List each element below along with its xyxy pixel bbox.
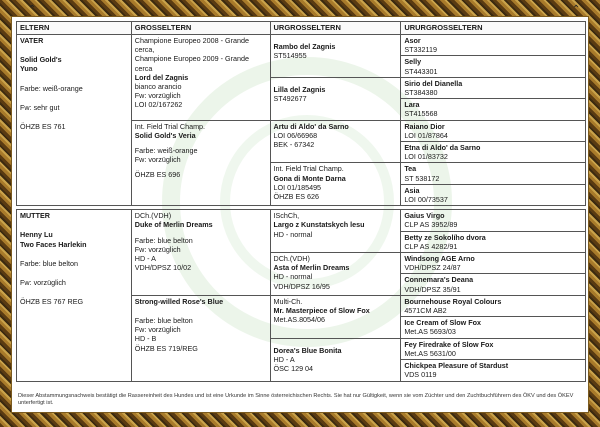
dam-u1 bbox=[401, 210, 586, 231]
sire-ggd1-cell bbox=[270, 77, 401, 120]
dog-name: Strong-willed Rose's Blue bbox=[134, 296, 224, 306]
dog-name: Lilla del Zagnis bbox=[273, 84, 326, 94]
pedigree-table bbox=[16, 21, 586, 382]
sire-name2: Yuno bbox=[20, 64, 38, 74]
title-text: Int. Field Trial Champ. bbox=[273, 164, 344, 174]
dog-reg: VDS 0119 bbox=[404, 370, 437, 380]
sire-ggd2-cell bbox=[270, 163, 401, 206]
sire-ggs1-cell bbox=[270, 35, 401, 78]
dog-reg: 4571CM AB2 bbox=[404, 306, 447, 316]
header-grosseltern: GROSSELTERN bbox=[131, 22, 270, 35]
dog-name: Raiano Dior bbox=[404, 121, 445, 131]
dog-name: Lord del Zagnis bbox=[134, 72, 189, 82]
corner-ornament: ⌃ bbox=[572, 4, 581, 15]
dog-name: Artu di Aldo' da Sarno bbox=[273, 121, 349, 131]
dog-color: Farbe: weiß-orange bbox=[134, 146, 198, 156]
dog-name: Selly bbox=[404, 57, 422, 67]
dam-name1: Henny Lu bbox=[20, 230, 53, 240]
sire-color: Farbe: weiß-orange bbox=[20, 83, 83, 93]
sire-fw: Fw: sehr gut bbox=[20, 102, 60, 112]
sire-grandsire-cell bbox=[131, 35, 270, 121]
dam-u3 bbox=[401, 253, 586, 274]
dog-name: Solid Gold's Veria bbox=[134, 130, 196, 140]
dog-reg: ST332119 bbox=[404, 45, 437, 55]
dam-u5 bbox=[401, 295, 586, 316]
title-text: Multi-Ch. bbox=[273, 296, 303, 306]
dog-name: Windsong AGE Arno bbox=[404, 254, 475, 264]
dam-u4 bbox=[401, 274, 586, 295]
dog-name: Mr. Masterpiece of Slow Fox bbox=[273, 306, 370, 316]
sire-u7 bbox=[401, 163, 586, 184]
dog-reg: CLP AS 4282/91 bbox=[404, 241, 458, 251]
dam-u7 bbox=[401, 338, 586, 359]
header-urgrosseltern: URGROSSELTERN bbox=[270, 22, 401, 35]
corner-ornament: ⌃ bbox=[28, 4, 37, 15]
dam-fw: Fw: vorzüglich bbox=[20, 278, 66, 288]
sire-cell bbox=[17, 35, 132, 206]
sire-u1 bbox=[401, 35, 586, 56]
dam-ggd2-cell bbox=[270, 338, 401, 381]
dog-reg: LOI 06/66968 bbox=[273, 130, 318, 140]
dog-name: Connemara's Deana bbox=[404, 275, 474, 285]
dog-color: Farbe: blue belton bbox=[134, 235, 193, 245]
sire-u8 bbox=[401, 184, 586, 205]
dog-reg: CLP AS 3952/89 bbox=[404, 220, 458, 230]
dog-name: Dorea's Blue Bonita bbox=[273, 345, 342, 355]
title-text: Champione Europeo 2009 - Grande cerca bbox=[134, 54, 250, 73]
title-text: ISchCh, bbox=[273, 211, 300, 221]
dog-name: Asia bbox=[404, 185, 420, 195]
dog-name: Etna di Aldo' da Sarno bbox=[404, 143, 481, 153]
dog-name: Ice Cream of Slow Fox bbox=[404, 318, 481, 328]
footer-note: Dieser Abstammungsnachweis bestätigt die Rassereinheit des Hundes und ist eine Urkunde im Sinne österreichischen Rechts. Sie hat nur Gültigkeit, wenn sie vom Züchter und den Zuchtbuchführern des ÖKV und des ÖKEV unterfertigt ist. bbox=[18, 393, 574, 406]
dog-color: Farbe: blue belton bbox=[134, 316, 193, 326]
title-text: Int. Field Trial Champ. bbox=[134, 121, 206, 131]
dog-reg: LOI 01/83732 bbox=[404, 152, 448, 162]
dog-reg: Met.AS.8054/06 bbox=[273, 315, 326, 325]
title-text: DCh.(VDH) bbox=[273, 254, 310, 264]
dog-color: bianco arancio bbox=[134, 82, 182, 92]
title-text: DCh.(VDH) bbox=[134, 211, 172, 221]
dog-name: Gaius Virgo bbox=[404, 211, 445, 221]
sire-u5 bbox=[401, 120, 586, 141]
dam-grandsire-cell bbox=[131, 210, 270, 296]
sire-name1: Solid Gold's bbox=[20, 55, 62, 65]
dog-reg: ST443301 bbox=[404, 66, 438, 76]
sire-granddam-cell bbox=[131, 120, 270, 206]
dog-reg: VDH/DPSZ 35/91 bbox=[404, 284, 461, 294]
dog-fw: Fw: vorzüglich bbox=[134, 91, 181, 101]
dog-name: Largo z Kunstatskych lesu bbox=[273, 220, 365, 230]
dam-role: MUTTER bbox=[20, 211, 50, 221]
sire-u6 bbox=[401, 142, 586, 163]
dog-reg: BEK - 67342 bbox=[273, 140, 315, 150]
dog-reg: ST384380 bbox=[404, 88, 438, 98]
dog-reg: VDH/DPSZ 24/87 bbox=[404, 263, 461, 273]
dog-hd: HD - normal bbox=[273, 229, 313, 239]
dog-name: Asor bbox=[404, 36, 421, 45]
dog-reg: ST415568 bbox=[404, 109, 438, 119]
dog-name: Fey Firedrake of Slow Fox bbox=[404, 339, 494, 349]
sire-role: VATER bbox=[20, 36, 44, 45]
dog-name: Betty ze Sokolího dvora bbox=[404, 232, 486, 242]
dog-hd: HD - A bbox=[273, 354, 295, 364]
dog-name: Tea bbox=[404, 164, 417, 174]
dam-color: Farbe: blue belton bbox=[20, 258, 78, 268]
dog-name: Duke of Merlin Dreams bbox=[134, 220, 213, 230]
dam-u8 bbox=[401, 360, 586, 381]
dog-fw: Fw: vorzüglich bbox=[134, 244, 181, 254]
dog-hd: HD - B bbox=[134, 334, 157, 344]
title-text: Champione Europeo 2008 - Grande cerca, bbox=[134, 36, 250, 55]
dam-reg: ÖHZB ES 767 REG bbox=[20, 297, 84, 307]
header-ururgrosseltern: URURGROSSELTERN bbox=[401, 22, 586, 35]
dog-name: Gona di Monte Darna bbox=[273, 173, 346, 183]
header-eltern: ELTERN bbox=[17, 22, 132, 35]
dog-reg: LOI 02/167262 bbox=[134, 100, 183, 110]
sire-u4 bbox=[401, 99, 586, 120]
dog-reg: Met.AS 5693/03 bbox=[404, 327, 456, 337]
dog-name: Asta of Merlin Dreams bbox=[273, 263, 350, 273]
dog-reg: ÖSC 129 04 bbox=[273, 364, 314, 374]
dog-reg: ÖHZB ES 696 bbox=[134, 170, 181, 180]
dam-granddam-cell bbox=[131, 295, 270, 381]
dam-u2 bbox=[401, 231, 586, 252]
dam-u6 bbox=[401, 317, 586, 338]
dog-hd: HD - normal bbox=[273, 272, 313, 282]
dog-reg: ST514955 bbox=[273, 51, 307, 61]
dog-reg: Met.AS 5631/00 bbox=[404, 348, 456, 358]
dog-reg: LOI 00/73537 bbox=[404, 195, 448, 205]
dog-name: Lara bbox=[404, 100, 420, 110]
sire-u3 bbox=[401, 77, 586, 98]
header-row bbox=[17, 22, 586, 35]
sire-u2 bbox=[401, 56, 586, 77]
dog-hd: HD - A bbox=[134, 254, 156, 264]
dam-name2: Two Faces Harlekin bbox=[20, 239, 87, 249]
dam-ggs2-cell bbox=[270, 295, 401, 338]
dog-name: Rambo del Zagnis bbox=[273, 42, 336, 51]
dog-reg: ST492677 bbox=[273, 94, 307, 104]
dog-reg: LOI 01/87864 bbox=[404, 130, 448, 140]
dog-reg: ÖHZB ES 626 bbox=[273, 192, 320, 202]
pedigree-sheet bbox=[11, 16, 589, 413]
dog-reg: LOI 01/185495 bbox=[273, 182, 322, 192]
dam-ggs1-cell bbox=[270, 210, 401, 253]
dog-fw: Fw: vorzüglich bbox=[134, 325, 181, 335]
dog-name: Chickpea Pleasure of Stardust bbox=[404, 361, 509, 371]
dog-reg: ÖHZB ES 719/REG bbox=[134, 343, 198, 353]
dam-cell bbox=[17, 210, 132, 381]
dam-ggd1-cell bbox=[270, 253, 401, 296]
sire-ggs2-cell bbox=[270, 120, 401, 163]
dog-name: Sirio del Dianella bbox=[404, 78, 463, 88]
dog-reg: VDH/DPSZ 16/95 bbox=[273, 281, 330, 291]
sire-reg: ÖHZB ES 761 bbox=[20, 122, 66, 132]
dog-fw: Fw: vorzüglich bbox=[134, 155, 181, 165]
dog-reg: ST 538172 bbox=[404, 173, 440, 183]
dog-name: Bournehouse Royal Colours bbox=[404, 296, 502, 306]
dog-reg: VDH/DPSZ 10/02 bbox=[134, 263, 192, 273]
